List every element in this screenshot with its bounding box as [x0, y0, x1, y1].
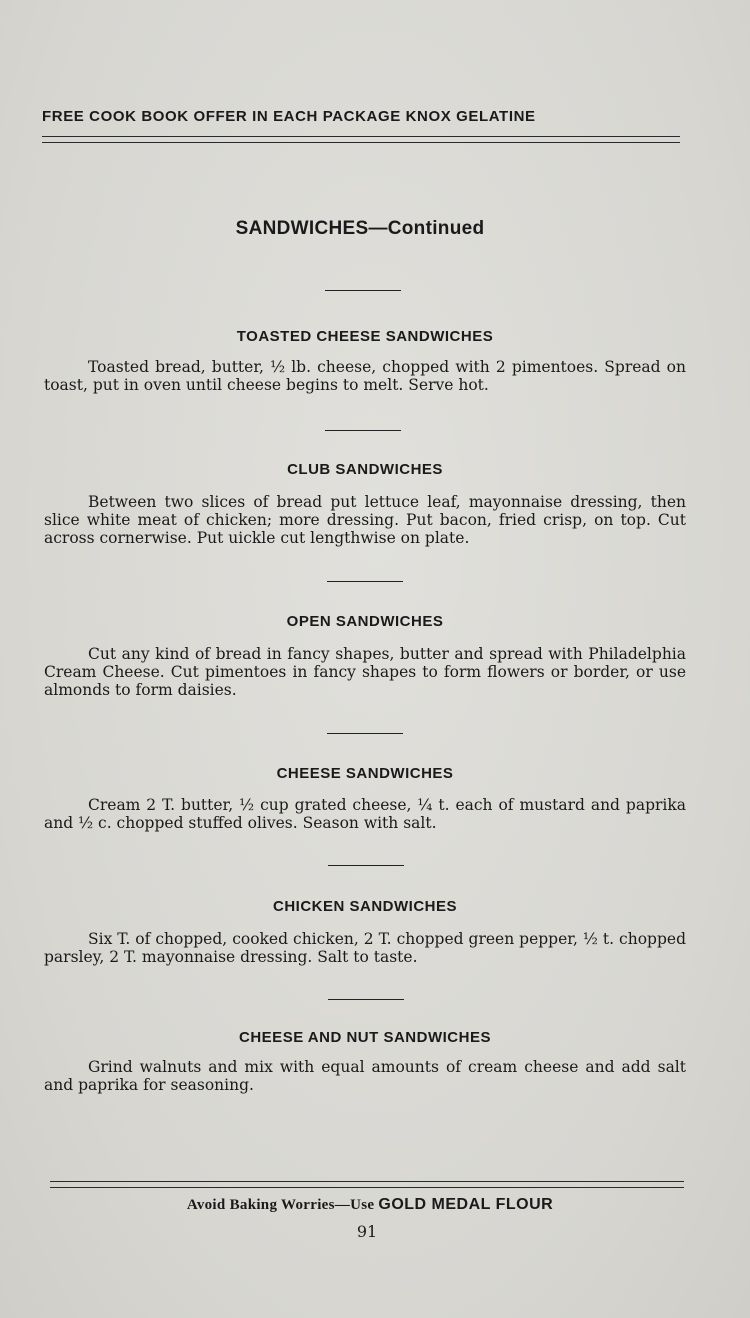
- divider-rule: [328, 999, 404, 1000]
- recipe-title: CHICKEN SANDWICHES: [272, 898, 457, 915]
- recipe-title: CLUB SANDWICHES: [287, 461, 443, 478]
- recipe-body: Between two slices of bread put lettuce leaf, mayonnaise dressing, then slice white meat of chicken; more dressing. Put bacon, fried crisp, on top. Cut across cornerwise. Put uickle cut lengthwise on plate.: [44, 493, 686, 547]
- recipe-body: Cream 2 T. butter, ½ cup grated cheese, ¼ t. each of mustard and paprika and ½ c. chopped stuffed olives. Season with salt.: [44, 796, 686, 832]
- divider-rule: [325, 290, 401, 291]
- footer-slogan: [0, 1196, 740, 1214]
- divider-rule: [327, 581, 403, 582]
- recipe-title: OPEN SANDWICHES: [286, 613, 444, 630]
- section-title: SANDWICHES—Continued: [235, 218, 485, 239]
- recipe-title: CHEESE SANDWICHES: [276, 765, 454, 782]
- page-header: FREE COOK BOOK OFFER IN EACH PACKAGE KNOX GELATINE: [42, 108, 536, 125]
- divider-rule: [328, 865, 404, 866]
- footer-brand: GOLD MEDAL FLOUR: [378, 1196, 554, 1213]
- recipe-body: Cut any kind of bread in fancy shapes, butter and spread with Philadelphia Cream Cheese. Cut pimentoes in fancy shapes to form flowers or border, or use almonds to form daisies.: [44, 645, 686, 699]
- divider-rule: [325, 430, 401, 431]
- recipe-body: Six T. of chopped, cooked chicken, 2 T. chopped green pepper, ½ t. chopped parsley, 2 T. mayonnaise dressing. Salt to taste.: [44, 930, 686, 966]
- footer-slogan-text: Avoid Baking Worries—Use: [186, 1197, 375, 1213]
- header-double-rule: [42, 136, 680, 143]
- page-number: 91: [356, 1222, 378, 1241]
- recipe-body: Grind walnuts and mix with equal amounts of cream cheese and add salt and paprika for seasoning.: [44, 1058, 686, 1094]
- divider-rule: [327, 733, 403, 734]
- footer-double-rule: [50, 1181, 684, 1188]
- recipe-title: CHEESE AND NUT SANDWICHES: [239, 1029, 491, 1046]
- recipe-title: TOASTED CHEESE SANDWICHES: [236, 328, 494, 345]
- recipe-body: Toasted bread, butter, ½ lb. cheese, chopped with 2 pimentoes. Spread on toast, put in oven until cheese begins to melt. Serve hot.: [44, 358, 686, 394]
